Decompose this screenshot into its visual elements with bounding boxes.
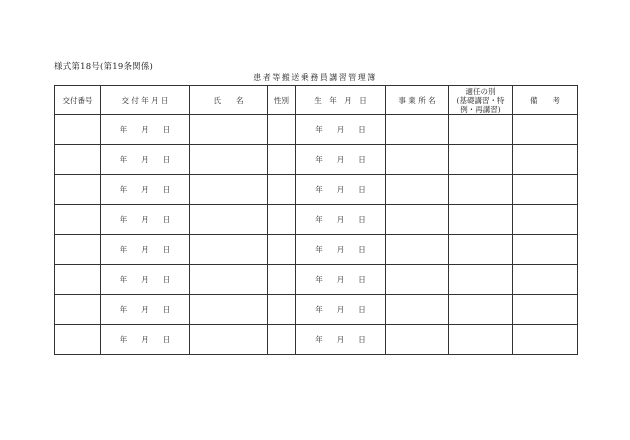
name-cell[interactable] [190, 325, 268, 355]
date-unit-day: 日 [162, 335, 171, 344]
column-header-qualification-type: 適任の別 (基礎講習・特 例・再講習) [449, 86, 513, 115]
gender-cell[interactable] [268, 115, 296, 145]
date-unit-year: 年 [119, 305, 128, 314]
birth-date-cell[interactable] [296, 115, 386, 145]
issue-number-cell[interactable] [55, 325, 101, 355]
remarks-cell[interactable] [513, 265, 578, 295]
date-unit-day: 日 [358, 185, 366, 194]
birth-date-cell[interactable] [296, 325, 386, 355]
form-number-label: 様式第18号(第19条関係) [54, 62, 154, 72]
qualification-type-cell[interactable] [449, 295, 513, 325]
qualification-type-cell[interactable] [449, 235, 513, 265]
name-cell[interactable] [190, 235, 268, 265]
date-unit-month: 月 [336, 305, 345, 314]
column-header-office-name: 事 業 所 名 [386, 86, 449, 115]
office-name-cell[interactable] [386, 325, 449, 355]
date-unit-day: 日 [162, 185, 171, 194]
remarks-cell[interactable] [513, 205, 578, 235]
birth-date-cell[interactable] [296, 295, 386, 325]
date-unit-year: 年 [119, 245, 128, 254]
gender-cell[interactable] [268, 325, 296, 355]
date-unit-month: 月 [141, 215, 149, 224]
column-header-issue-date: 交 付 年 月 日 [101, 86, 190, 115]
date-unit-day: 日 [358, 155, 366, 164]
issue-date-cell[interactable] [101, 295, 190, 325]
office-name-cell[interactable] [386, 115, 449, 145]
date-unit-month: 月 [336, 125, 345, 134]
issue-number-cell[interactable] [55, 205, 101, 235]
column-header-remarks: 備 考 [513, 86, 578, 115]
office-name-cell[interactable] [386, 295, 449, 325]
office-name-cell[interactable] [386, 205, 449, 235]
date-unit-day: 日 [358, 125, 366, 134]
date-unit-day: 日 [162, 305, 171, 314]
date-unit-day: 日 [358, 215, 366, 224]
table-row [55, 145, 578, 175]
issue-date-cell[interactable] [101, 325, 190, 355]
register-body [55, 115, 578, 355]
qualification-type-cell[interactable] [449, 175, 513, 205]
date-unit-year: 年 [315, 305, 323, 314]
office-name-cell[interactable] [386, 145, 449, 175]
birth-date-cell[interactable] [296, 205, 386, 235]
table-row [55, 115, 578, 145]
table-row [55, 265, 578, 295]
issue-date-cell[interactable] [101, 145, 190, 175]
column-header-birth-date: 生 年 月 日 [296, 86, 386, 115]
column-header-issue-number: 交付番号 [55, 86, 101, 115]
name-cell[interactable] [190, 265, 268, 295]
qualification-type-cell[interactable] [449, 145, 513, 175]
remarks-cell[interactable] [513, 145, 578, 175]
date-unit-month: 月 [336, 155, 345, 164]
birth-date-cell[interactable] [296, 235, 386, 265]
remarks-cell[interactable] [513, 325, 578, 355]
date-unit-year: 年 [315, 155, 323, 164]
office-name-cell[interactable] [386, 175, 449, 205]
gender-cell[interactable] [268, 265, 296, 295]
issue-date-cell[interactable] [101, 205, 190, 235]
office-name-cell[interactable] [386, 265, 449, 295]
date-unit-year: 年 [315, 185, 323, 194]
issue-number-cell[interactable] [55, 265, 101, 295]
date-unit-day: 日 [162, 125, 171, 134]
date-unit-month: 月 [141, 245, 149, 254]
issue-date-cell[interactable] [101, 115, 190, 145]
date-unit-month: 月 [141, 335, 149, 344]
date-unit-year: 年 [315, 215, 323, 224]
date-unit-year: 年 [119, 125, 128, 134]
qualification-type-cell[interactable] [449, 265, 513, 295]
date-unit-month: 月 [141, 275, 149, 284]
date-unit-year: 年 [315, 245, 323, 254]
column-header-name: 氏 名 [190, 86, 268, 115]
date-unit-year: 年 [315, 125, 323, 134]
gender-cell[interactable] [268, 205, 296, 235]
issue-number-cell[interactable] [55, 145, 101, 175]
date-unit-month: 月 [141, 185, 149, 194]
date-unit-month: 月 [141, 155, 149, 164]
date-unit-day: 日 [162, 275, 171, 284]
date-unit-day: 日 [162, 155, 171, 164]
form-title: 患者等搬送乗務員講習管理簿 [253, 73, 377, 82]
issue-date-cell[interactable] [101, 175, 190, 205]
birth-date-cell[interactable] [296, 175, 386, 205]
remarks-cell[interactable] [513, 235, 578, 265]
date-unit-day: 日 [358, 245, 366, 254]
table-row [55, 235, 578, 265]
date-unit-month: 月 [336, 215, 345, 224]
date-unit-year: 年 [119, 215, 128, 224]
issue-number-cell[interactable] [55, 295, 101, 325]
table-row [55, 325, 578, 355]
gender-cell[interactable] [268, 175, 296, 205]
qualification-type-cell[interactable] [449, 205, 513, 235]
remarks-cell[interactable] [513, 115, 578, 145]
date-unit-year: 年 [119, 335, 128, 344]
date-unit-year: 年 [315, 335, 323, 344]
date-unit-month: 月 [336, 185, 345, 194]
issue-number-cell[interactable] [55, 175, 101, 205]
gender-cell[interactable] [268, 235, 296, 265]
date-unit-month: 月 [141, 125, 149, 134]
issue-number-cell[interactable] [55, 235, 101, 265]
date-unit-year: 年 [119, 185, 128, 194]
table-row [55, 205, 578, 235]
date-unit-day: 日 [358, 335, 366, 344]
issue-number-cell[interactable] [55, 115, 101, 145]
date-unit-month: 月 [336, 335, 345, 344]
name-cell[interactable] [190, 295, 268, 325]
table-row [55, 295, 578, 325]
date-unit-year: 年 [315, 275, 323, 284]
date-unit-year: 年 [119, 155, 128, 164]
name-cell[interactable] [190, 205, 268, 235]
date-unit-month: 月 [336, 275, 345, 284]
gender-cell[interactable] [268, 145, 296, 175]
date-unit-day: 日 [162, 245, 171, 254]
date-unit-day: 日 [162, 215, 171, 224]
birth-date-cell[interactable] [296, 145, 386, 175]
issue-date-cell[interactable] [101, 265, 190, 295]
qualification-type-cell[interactable] [449, 325, 513, 355]
name-cell[interactable] [190, 175, 268, 205]
date-unit-year: 年 [119, 275, 128, 284]
name-cell[interactable] [190, 145, 268, 175]
remarks-cell[interactable] [513, 175, 578, 205]
table-row [55, 175, 578, 205]
birth-date-cell[interactable] [296, 265, 386, 295]
name-cell[interactable] [190, 115, 268, 145]
register-table [54, 85, 578, 355]
header-row [55, 86, 578, 115]
column-header-gender: 性別 [268, 86, 296, 115]
gender-cell[interactable] [268, 295, 296, 325]
date-unit-month: 月 [336, 245, 345, 254]
remarks-cell[interactable] [513, 295, 578, 325]
date-unit-month: 月 [141, 305, 149, 314]
issue-date-cell[interactable] [101, 235, 190, 265]
date-unit-day: 日 [358, 305, 366, 314]
office-name-cell[interactable] [386, 235, 449, 265]
date-unit-day: 日 [358, 275, 366, 284]
qualification-type-cell[interactable] [449, 115, 513, 145]
